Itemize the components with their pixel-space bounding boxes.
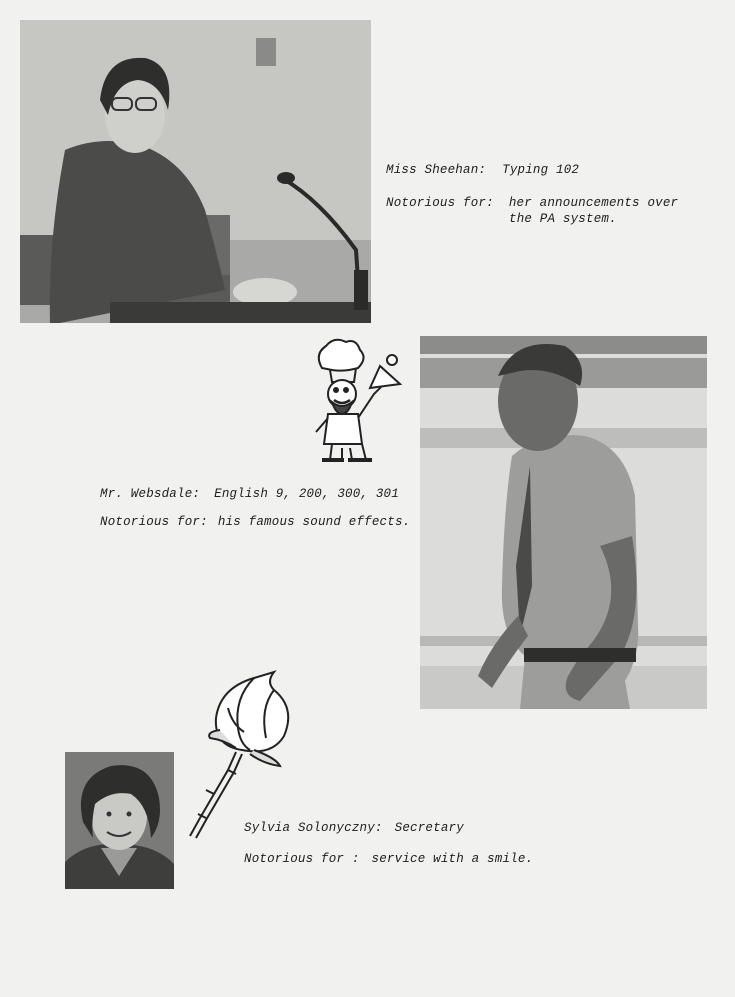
caption-mr-websdale — [100, 486, 410, 530]
staff-name: Sylvia Solonyczny: — [244, 821, 383, 835]
notorious-label: Notorious for : — [244, 852, 360, 866]
notorious-label: Notorious for: — [386, 196, 494, 210]
caption-sylvia-solonyczny — [244, 820, 533, 867]
staff-role: Secretary — [394, 821, 464, 835]
teacher-subject: Typing 102 — [502, 163, 580, 177]
teacher-name: Miss Sheehan: — [386, 163, 487, 177]
photo-mr-websdale — [420, 336, 707, 709]
chef-clipart-icon — [308, 336, 408, 470]
notorious-text: service with a smile. — [371, 852, 534, 866]
teacher-subject: English 9, 200, 300, 301 — [214, 487, 399, 501]
notorious-text: his famous sound effects. — [217, 515, 411, 529]
photo-miss-sheehan — [20, 20, 371, 323]
notorious-label: Notorious for: — [100, 515, 208, 529]
caption-miss-sheehan — [386, 162, 678, 227]
teacher-name: Mr. Websdale: — [100, 487, 201, 501]
photo-sylvia-solonyczny — [65, 752, 174, 889]
rose-clipart-icon — [184, 668, 298, 840]
notorious-text-continued: the PA system. — [509, 212, 617, 226]
notorious-text: her announcements over — [508, 196, 679, 210]
